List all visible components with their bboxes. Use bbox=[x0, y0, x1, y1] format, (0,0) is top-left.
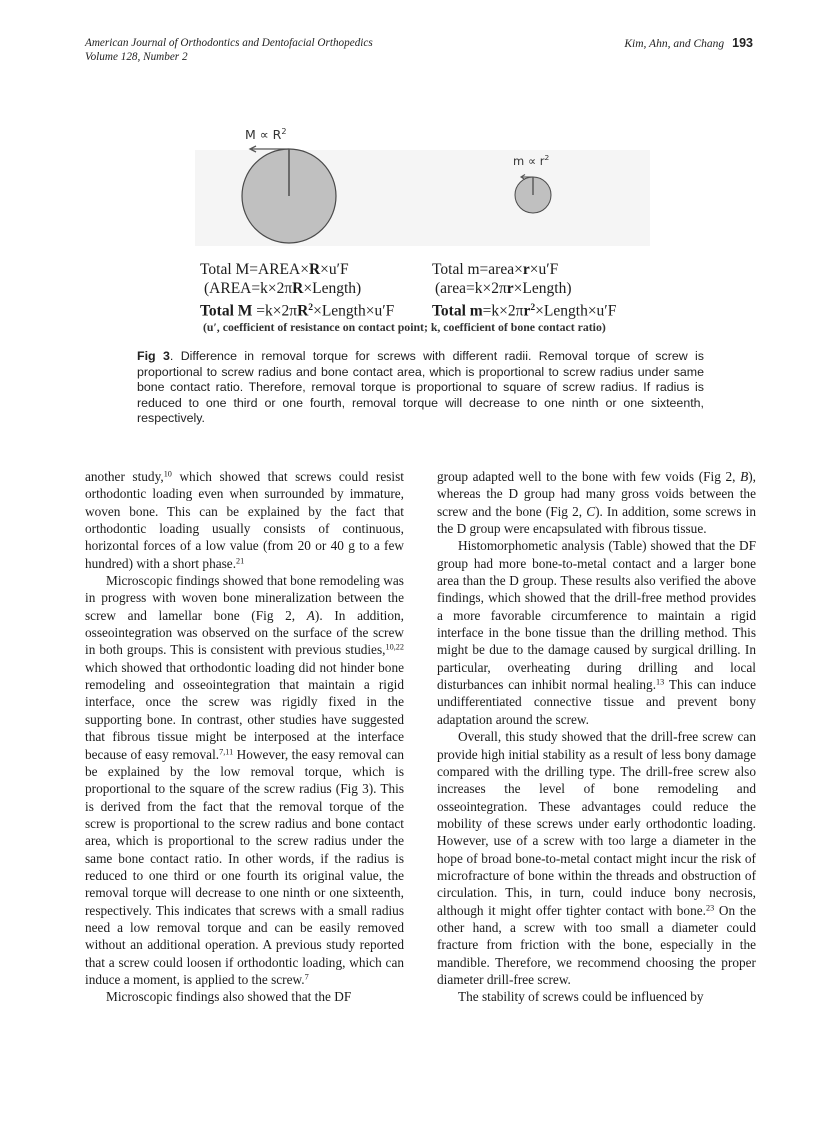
journal-title: American Journal of Orthodontics and Dentofacial Orthopedics bbox=[85, 37, 373, 49]
paragraph: The stability of screws could be influenced by bbox=[458, 989, 704, 1005]
paragraph: group adapted well to the bone with few voids (Fig 2, B), whereas the D group had many gross voids between the screw and the bone (Fig 2, C). In addition, some screws in the D group were encapsulated with fibrous tissue. bbox=[437, 469, 757, 537]
journal-volume: Volume 128, Number 2 bbox=[85, 50, 188, 63]
caption-text: . Difference in removal torque for screws with different radii. Removal torque of screw is proportional to screw radius and bone contact area, which is proportional to screw radius under same bone contact ratio. Therefore, removal torque is proportional to square of screw radius. If radius is reduced to one third or one fourth, removal torque will decrease to one ninth or one sixteenth, respectively. bbox=[137, 349, 705, 426]
figure-panel-ref: C bbox=[586, 503, 596, 519]
citation-ref: 10,22 bbox=[385, 642, 404, 652]
figure-panel-ref: A bbox=[306, 607, 315, 623]
paragraph: Microscopic findings showed that bone remodeling was in progress with woven bone mineralization between the screw and lamellar bone (Fig 2, A). In addition, osseointegration was observed on the surface of the screw in both groups. This is consistent with previous studies,$^{10,22}$ which showed that orthodontic loading did not hinder bone remodeling and osseointegration that maintain a rigid interface, once the screw was rigidly fixed in the supporting bone. In contrast, other studies have suggested that fibrous tissue might be interposed at the interface because of easy removal.$^{7,11}$ However, the easy removal can be explained by the low removal torque, which is proportional to the square of the screw radius (Fig 3). This is derived from the fact that the removal torque of the screw is proportional to the screw radius and bone contact area, which is proportional to the screw radius under the same bone contact ratio. In other words, if the radius is reduced to one third or one fourth its original value, the removal torque will decrease to one ninth or one sixteenth, respectively. This indicates that screws with a small radius need a low removal torque and can be easily removed without an additional operation. A previous study reported that a screw could loosen if orthodontic loading, which can induce a moment, is applied to the screw.$^7$ bbox=[85, 573, 404, 987]
figure-caption bbox=[137, 349, 704, 427]
citation-ref: 7,11 bbox=[219, 746, 234, 756]
authors: Kim, Ahn, and Chang bbox=[624, 38, 725, 50]
paragraph: Microscopic findings also showed that the DF bbox=[106, 989, 352, 1005]
formula-left-1: Total M=AREA×R×u′F bbox=[200, 261, 349, 278]
citation-ref: 10 bbox=[163, 469, 172, 479]
paragraph: Histomorphometic analysis (Table) showed that the DF group had more bone-to-metal contact and a larger bone area than the D group. These results also verified the above findings, which showed that the drill-free method provides a more favorable circumference to maintain a rigid interface in the bone tissue than the drilling method. This might be due to the damage caused by surgical drilling. In particular, overheating during drilling and local disturbances can inhibit normal healing.$^{13}$ This can induce undifferentiated connective tissue and prevent bony adaptation around the screw. bbox=[437, 538, 756, 727]
small-torque-label: $m \propto r^2$ bbox=[513, 153, 550, 168]
body-column-right bbox=[437, 468, 756, 1006]
page-number: 193 bbox=[732, 36, 753, 50]
formula-right-1: Total m=area×r×u′F bbox=[432, 261, 559, 278]
formula-right-2: (area=k×2πr×Length) bbox=[435, 280, 572, 297]
caption-label: Fig 3 bbox=[137, 349, 170, 363]
body-column-left bbox=[85, 468, 404, 1006]
formula-left-2: (AREA=k×2πR×Length) bbox=[204, 280, 362, 297]
formula-footnote: (u′, coefficient of resistance on contact point; k, coefficient of bone contact ratio) bbox=[203, 320, 606, 334]
citation-ref: 21 bbox=[236, 556, 245, 566]
figure-panel-ref: B bbox=[740, 469, 749, 484]
paragraph: another study,$^{10}$ which showed that screws could resist orthodontic loading even when surrounded by immature, woven bone. This can be explained by the fact that orthodontic loading usually consists of continuous, horizontal forces of a low value (from 20 or 40 g to a few hundred) with a short phase.$^{21}$ bbox=[85, 469, 404, 571]
paragraph: Overall, this study showed that the drill-free screw can provide high initial stability as a result of less bony damage compared with the drilling type. The drill-free screw also increases the level of bone remodeling and osseointegration. These advantages could reduce the mobility of these screws under early orthodontic loading. However, use of a screw with too large a diameter in the hope of broad bone-to-metal contact might incur the risk of microfracture of bone within the threads and obstruction of circulation. This, in turn, could induce bony necrosis, although it might offer tighter contact with bone.$^{23}$ On the other hand, a screw with too small a diameter could fracture from friction with the bone, especially in the mandible. Therefore, we recommend choosing the proper diameter drill-free screw. bbox=[437, 729, 756, 987]
citation-ref: 7 bbox=[304, 972, 309, 982]
citation-ref: 13 bbox=[656, 677, 665, 687]
formula-right-3: Total $m=k\times 2\pi r^2\times Length\times u'F$ bbox=[432, 302, 617, 320]
large-torque-label: $M \propto R^2$ bbox=[245, 126, 287, 143]
formula-left-3: Total $M =k\times 2\pi R^2\times Length\times u'F$ bbox=[200, 302, 395, 320]
citation-ref: 23 bbox=[705, 903, 715, 913]
running-header-journal bbox=[85, 37, 373, 64]
running-header-authors bbox=[624, 36, 753, 50]
